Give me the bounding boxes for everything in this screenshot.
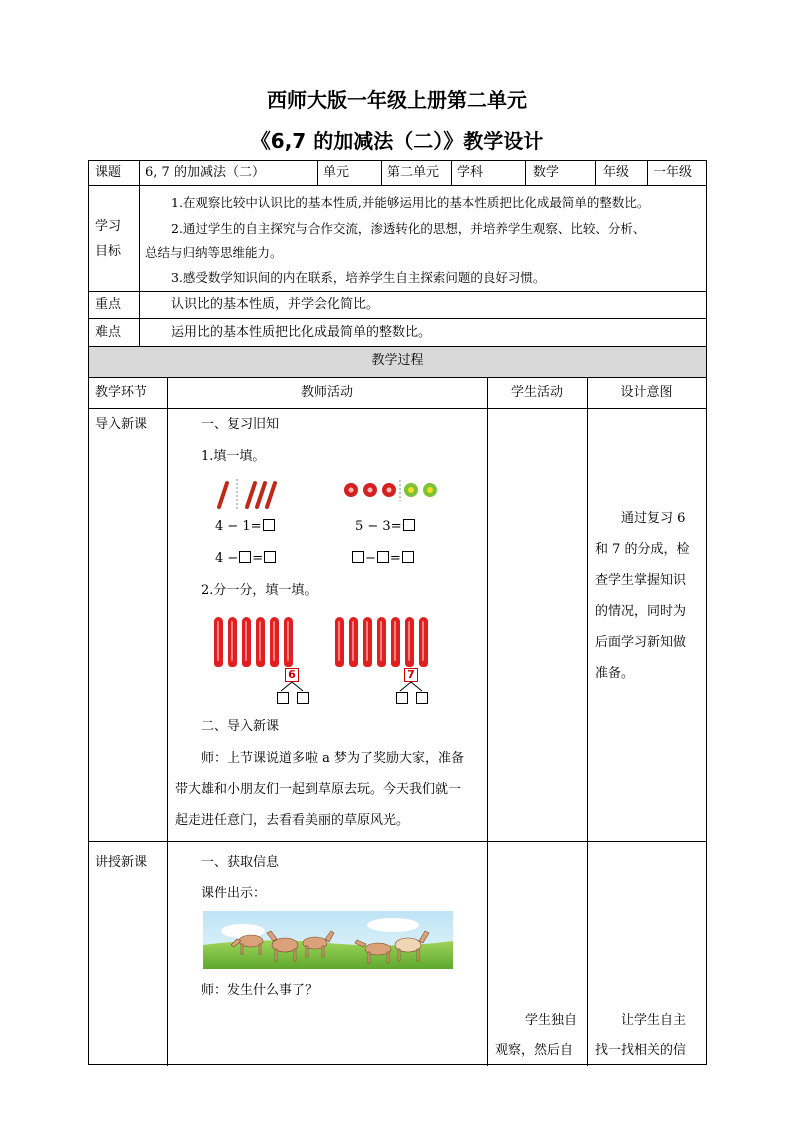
process-header: 教学过程 bbox=[371, 353, 424, 368]
stage1-para-1: 师：上节课说道多啦 a 梦为了奖励大家，准备 bbox=[201, 751, 465, 766]
student2-line1: 学生独自 bbox=[525, 1013, 578, 1028]
grade-label: 年级 bbox=[603, 165, 630, 180]
intent1-line1: 通过复习 6 bbox=[621, 511, 686, 526]
grade-value: 一年级 bbox=[653, 165, 693, 180]
intent1-line2: 和 7 的分成，检 bbox=[595, 542, 690, 557]
col-intent: 设计意图 bbox=[620, 385, 673, 400]
goal-line-3: 总结与归纳等思维能力。 bbox=[145, 245, 283, 260]
key-text: 认识比的基本性质，并学会化简比。 bbox=[171, 297, 380, 312]
goals-label-1: 学习 bbox=[95, 219, 122, 234]
stage1-heading-review: 一、复习旧知 bbox=[201, 417, 280, 432]
intent1-line6: 准备。 bbox=[595, 666, 635, 681]
eq-2: 5 − 3= bbox=[355, 519, 416, 535]
stage1-para-2: 带大雄和小朋友们一起到草原去玩。今天我们就一 bbox=[175, 782, 462, 797]
split-box bbox=[396, 692, 408, 704]
unit-label: 单元 bbox=[323, 165, 350, 180]
intent1-line4: 的情况，同时为 bbox=[595, 604, 687, 619]
student2-line2: 观察，然后自 bbox=[495, 1043, 574, 1058]
stage2-name: 讲授新课 bbox=[95, 855, 148, 870]
goal-line-1: 1.在观察比较中认识比的基本性质,并能够运用比的基本性质把比化成最简单的整数比。 bbox=[171, 195, 650, 210]
unit-value: 第二单元 bbox=[387, 165, 440, 180]
stage1-para-3: 起走进任意门，去看看美丽的草原风光。 bbox=[175, 813, 410, 828]
intent2-line2: 找一找相关的信 bbox=[595, 1043, 687, 1058]
difficult-text: 运用比的基本性质把比化成最简单的整数比。 bbox=[171, 325, 432, 340]
flowers-image bbox=[341, 477, 445, 503]
stage2-heading: 一、获取信息 bbox=[201, 855, 280, 870]
topic-value: 6, 7 的加减法（二） bbox=[145, 165, 265, 180]
goal-line-2: 2.通过学生的自主探究与合作交流，渗透转化的思想，并培养学生观察、比较、分析、 bbox=[171, 221, 646, 236]
split-box bbox=[277, 692, 289, 704]
stage1-name: 导入新课 bbox=[95, 417, 148, 432]
stage1-q1: 1.填一填。 bbox=[201, 449, 266, 464]
eq-1: 4 − 1= bbox=[215, 519, 276, 535]
topic-label: 课题 bbox=[95, 165, 122, 180]
goals-label-2: 目标 bbox=[95, 244, 122, 259]
split-box bbox=[416, 692, 428, 704]
col-teacher: 教师活动 bbox=[300, 385, 353, 400]
intent1-line5: 后面学习新知做 bbox=[595, 635, 687, 650]
eq-4: − = bbox=[351, 551, 415, 567]
split-box bbox=[297, 692, 309, 704]
intent2-line1: 让学生自主 bbox=[621, 1013, 687, 1028]
stage1-heading-intro: 二、导入新课 bbox=[201, 719, 280, 734]
doc-subtitle: 《6,7 的加减法（二）》教学设计 bbox=[250, 129, 544, 153]
stage2-show: 课件出示： bbox=[201, 886, 267, 901]
doc-title: 西师大版一年级上册第二单元 bbox=[267, 88, 527, 112]
intent1-line3: 查学生掌握知识 bbox=[595, 573, 687, 588]
eq-3: 4 − = bbox=[215, 551, 277, 567]
col-student: 学生活动 bbox=[510, 385, 563, 400]
col-stage: 教学环节 bbox=[95, 385, 148, 400]
horses-grassland-image bbox=[203, 911, 453, 969]
split-number-6: 6 bbox=[285, 668, 299, 682]
split-number-7: 7 bbox=[404, 668, 418, 682]
slash-sticks-image bbox=[209, 477, 289, 511]
goal-line-4: 3.感受数学知识间的内在联系，培养学生自主探索问题的良好习惯。 bbox=[171, 270, 546, 285]
stage2-question: 师：发生什么事了？ bbox=[201, 983, 319, 998]
lesson-table bbox=[88, 160, 707, 1065]
subject-value: 数学 bbox=[533, 165, 560, 180]
key-label: 重点 bbox=[95, 297, 122, 312]
stage1-q2: 2.分一分，填一填。 bbox=[201, 583, 318, 598]
difficult-label: 难点 bbox=[95, 325, 122, 340]
subject-label: 学科 bbox=[457, 165, 484, 180]
